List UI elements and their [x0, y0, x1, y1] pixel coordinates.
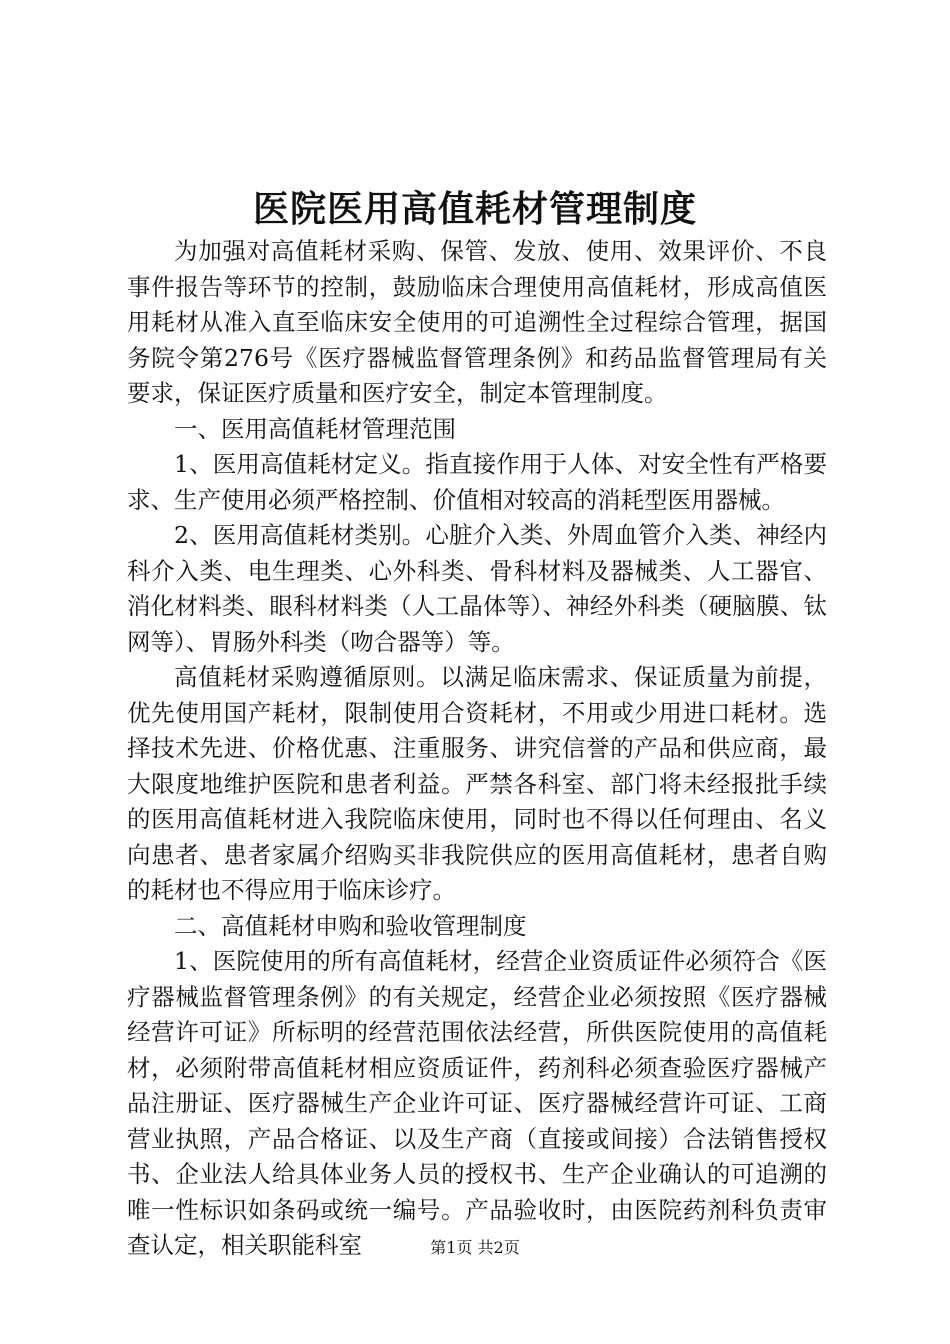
definition-paragraph: 1、医用高值耗材定义。指直接作用于人体、对安全性有严格要求、生产使用必须严格控制、价值相对较高的消耗型医用器械。	[127, 450, 827, 514]
category-paragraph: 2、医用高值耗材类别。心脏介入类、外周血管介入类、神经内科介入类、电生理类、心外科类、骨科材料及器械类、人工器官、消化材料类、眼科材料类（人工晶体等）、神经外科类（硬脑膜、钛网等）、胃肠外科类（吻合器等）等。	[127, 521, 827, 656]
section-heading-2: 二、高值耗材申购和验收管理制度	[174, 911, 527, 940]
intro-paragraph: 为加强对高值耗材采购、保管、发放、使用、效果评价、不良事件报告等环节的控制，鼓励临床合理使用高值耗材，形成高值医用耗材从准入直至临床安全使用的可追溯性全过程综合管理，据国务院令第276号《医疗器械监督管理条例》和药品监督管理局有关要求，保证医疗质量和医疗安全，制定本管理制度。	[127, 237, 827, 407]
document-title: 医院医用高值耗材管理制度	[252, 189, 697, 230]
procurement-principle-paragraph: 高值耗材采购遵循原则。以满足临床需求、保证质量为前提，优先使用国产耗材，限制使用合资耗材，不用或少用进口耗材。选择技术先进、价格优惠、注重服务、讲究信誉的产品和供应商，最大限度地维护医院和患者利益。严禁各科室、部门将未经报批手续的医用高值耗材进入我院临床使用，同时也不得以任何理由、名义向患者、患者家属介绍购买非我院供应的医用高值耗材，患者自购的耗材也不得应用于临床诊疗。	[127, 663, 827, 904]
section-heading-1: 一、医用高值耗材管理范围	[174, 414, 456, 443]
qualification-paragraph: 1、医院使用的所有高值耗材，经营企业资质证件必须符合《医疗器械监督管理条例》的有关规定，经营企业必须按照《医疗器械经营许可证》所标明的经营范围依法经营，所供医院使用的高值耗材，必须附带高值耗材相应资质证件，药剂科必须查验医疗器械产品注册证、医疗器械生产企业许可证、医疗器械经营许可证、工商营业执照，产品合格证、以及生产商（直接或间接）合法销售授权书、企业法人给具体业务人员的授权书、生产企业确认的可追溯的唯一性标识如条码或统一编号。产品验收时，由医院药剂科负责审查认定，相关职能科室	[127, 947, 827, 1259]
page-footer: 第1页 共2页	[430, 1238, 520, 1257]
document-body	[127, 234, 827, 1264]
